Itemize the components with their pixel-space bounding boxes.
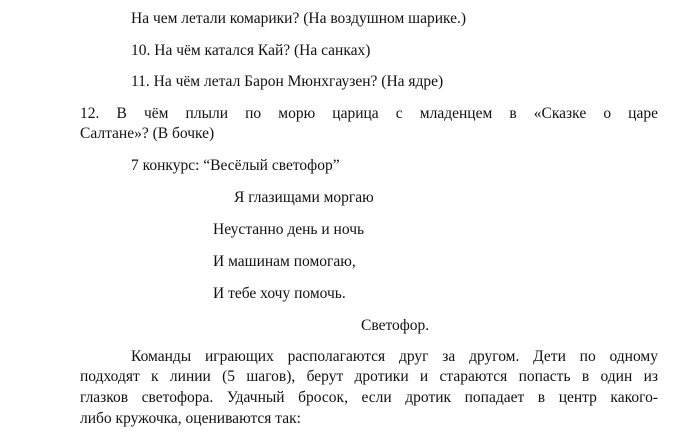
question-line-10: 10. На чём катался Кай? (На санках) (131, 42, 371, 59)
paragraph-line-2: подходят к линии (5 шагов), берут дротики и стараются попасть в один из (80, 368, 658, 385)
contest-title: 7 конкурс: “Весёлый светофор” (131, 157, 340, 174)
poem-line-4: И тебе хочу помочь. (213, 285, 346, 302)
poem-line-3: И машинам помогаю, (213, 253, 356, 270)
riddle-answer: Светофор. (361, 317, 430, 334)
question-line-1: На чем летали комарики? (На воздушном шарике.) (131, 10, 467, 27)
question-line-11: 11. На чём летал Барон Мюнхгаузен? (На ядре) (131, 73, 444, 90)
question-line-12-part2: Салтане»? (В бочке) (80, 125, 215, 142)
poem-line-1: Я глазищами моргаю (234, 189, 374, 206)
paragraph-line-3: глазков светофора. Удачный бросок, если дротик попадает в центр какого- (80, 389, 658, 406)
paragraph-line-1: Команды играющих располагаются друг за другом. Дети по одному (131, 348, 658, 365)
poem-line-2: Неустанно день и ночь (213, 221, 365, 238)
question-line-12-part1: 12. В чём плыли по морю царица с младенцем в «Сказке о царе (80, 105, 658, 122)
paragraph-line-4: либо кружочка, оцениваются так: (80, 410, 301, 427)
